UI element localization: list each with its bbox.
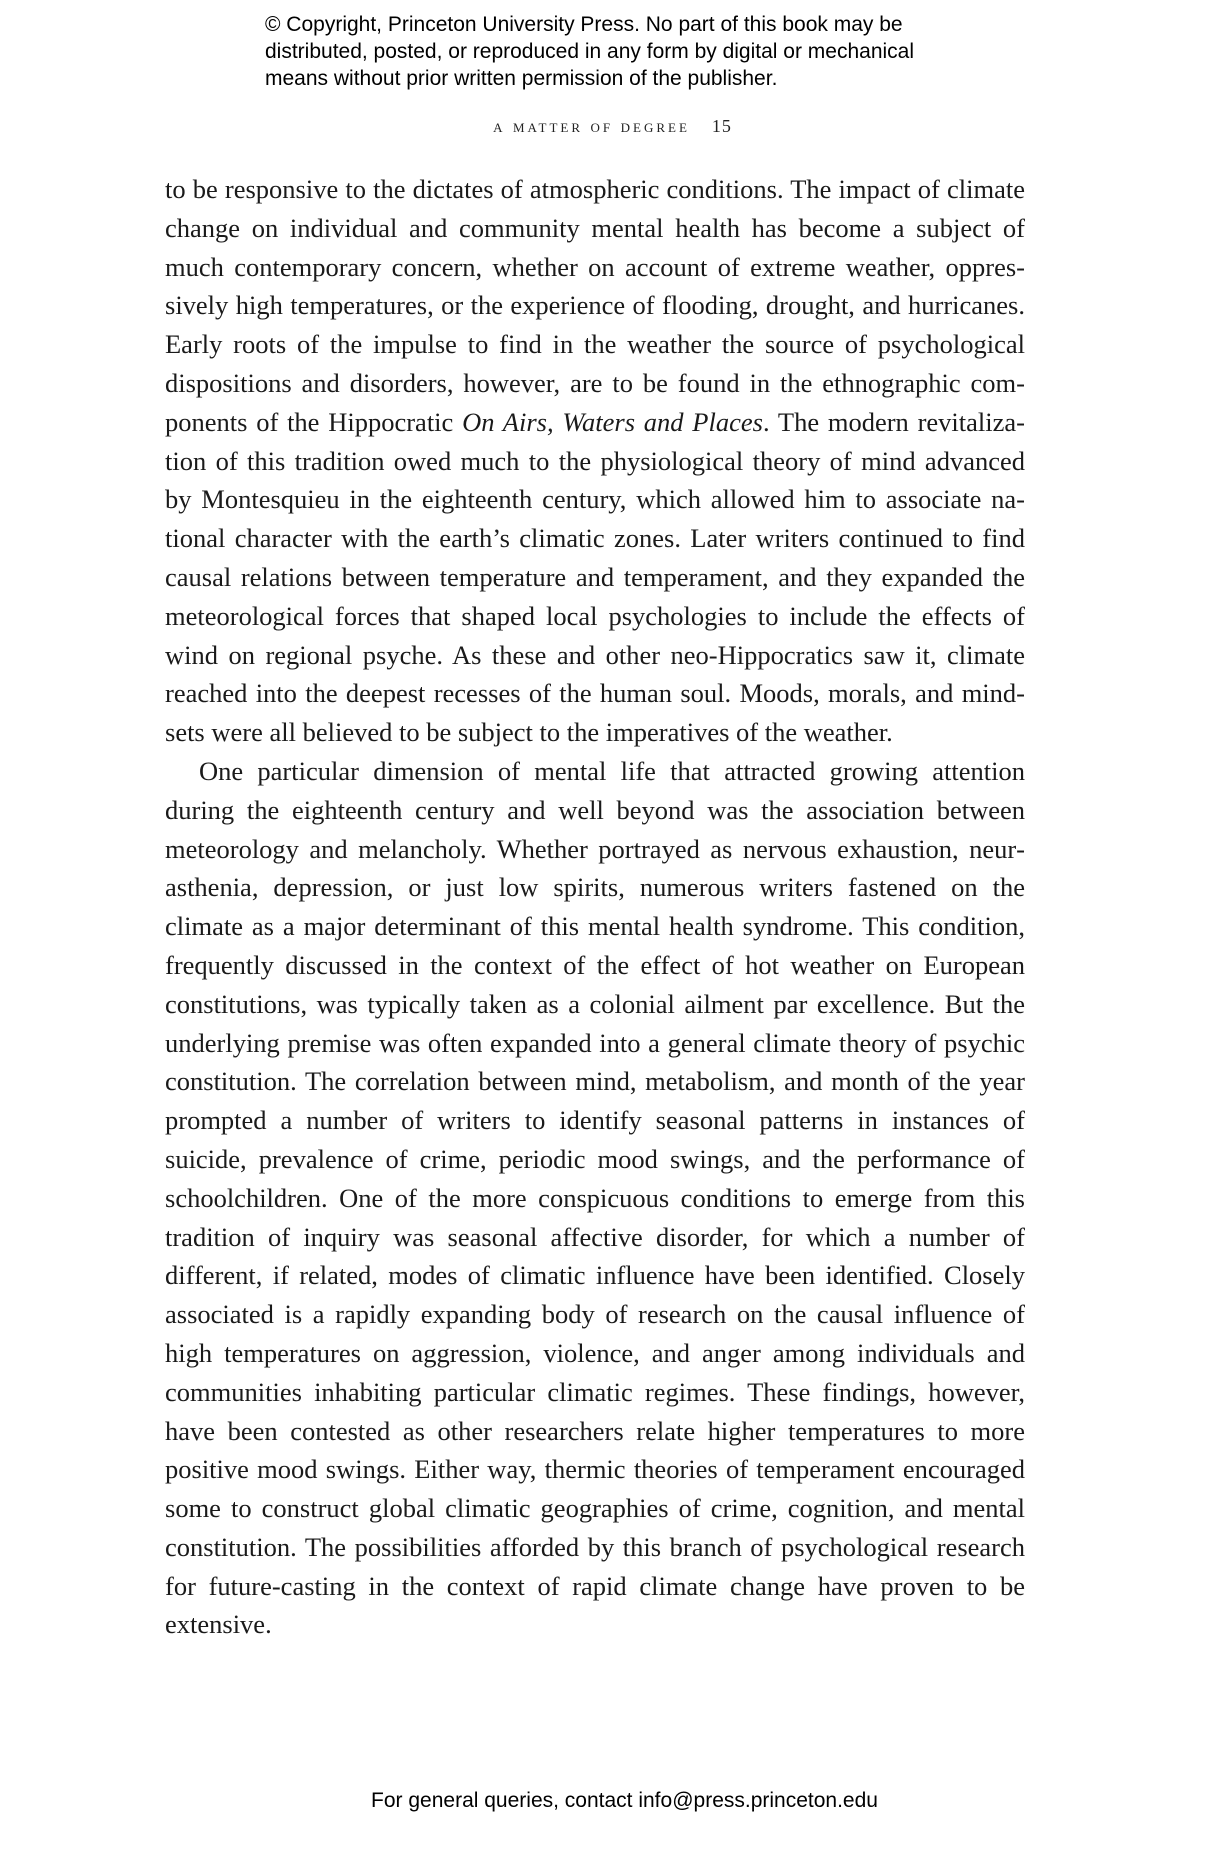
page-number: 15 bbox=[711, 116, 732, 136]
body-text bbox=[165, 170, 1025, 1644]
running-head-title: a matter of degree bbox=[493, 116, 690, 136]
paragraph-1-part-2: . The modern revitalization of this tradition owed much to the physiological theory of mind advanced by Montesquieu in the eighteenth century, which allowed him to associate national character with the earth’s climatic zones. Later writers continued to find causal relations between temperature and temperament, and they expanded the meteorological forces that shaped local psychologies to include the effects of wind on regional psyche. As these and other neo-Hippocratics saw it, climate reached into the deepest recesses of the human soul. Moods, morals, and mindsets were all believed to be subject to the imperatives of the weather. bbox=[165, 406, 1025, 748]
paragraph-2: One particular dimension of mental life that attracted growing attention during the eighteenth century and well beyond was the association between meteorology and melancholy. Whether portrayed as nervous exhaustion, neurasthenia, depression, or just low spirits, numerous writers fastened on the climate as a major determinant of this mental health syndrome. This condition, frequently discussed in the context of the effect of hot weather on European constitutions, was typically taken as a colonial ailment par excellence. But the underlying premise was often expanded into a general climate theory of psychic constitution. The correlation between mind, metabolism, and month of the year prompted a number of writers to identify seasonal patterns in instances of suicide, prevalence of crime, periodic mood swings, and the performance of schoolchildren. One of the more conspicuous conditions to emerge from this tradition of inquiry was seasonal affective disorder, for which a number of different, if related, modes of climatic influence have been identified. Closely associated is a rapidly expanding body of research on the causal influence of high temperatures on aggression, violence, and anger among individuals and communities inhabiting particular climatic regimes. These findings, however, have been contested as other researchers relate higher temperatures to more positive mood swings. Either way, thermic theories of temperament encouraged some to construct global climatic geographies of crime, cognition, and mental constitution. The possibilities afforded by this branch of psychological research for future-casting in the context of rapid climate change have proven to be extensive. bbox=[165, 755, 1025, 1640]
book-title-italic: On Airs, Waters and Places bbox=[462, 406, 763, 437]
running-head bbox=[0, 116, 1225, 137]
footer-contact: For general queries, contact info@press.princeton.edu bbox=[371, 1789, 878, 1812]
paragraph-1-part-1: to be responsive to the dictates of atmospheric conditions. The impact of climate change on individual and community mental health has become a subject of much contemporary concern, whether on account of extreme weather, oppressively high temperatures, or the experience of flooding, drought, and hurricanes. Early roots of the impulse to find in the weather the source of psychological dispositions and disorders, however, are to be found in the ethnographic components of the Hippocratic bbox=[165, 174, 1025, 437]
copyright-notice: © Copyright, Princeton University Press. No part of this book may be distributed, posted, or reproduced in any form by digital or mechanical means without prior written permission of the publisher. bbox=[265, 13, 915, 90]
paragraph-1 bbox=[165, 170, 1025, 752]
